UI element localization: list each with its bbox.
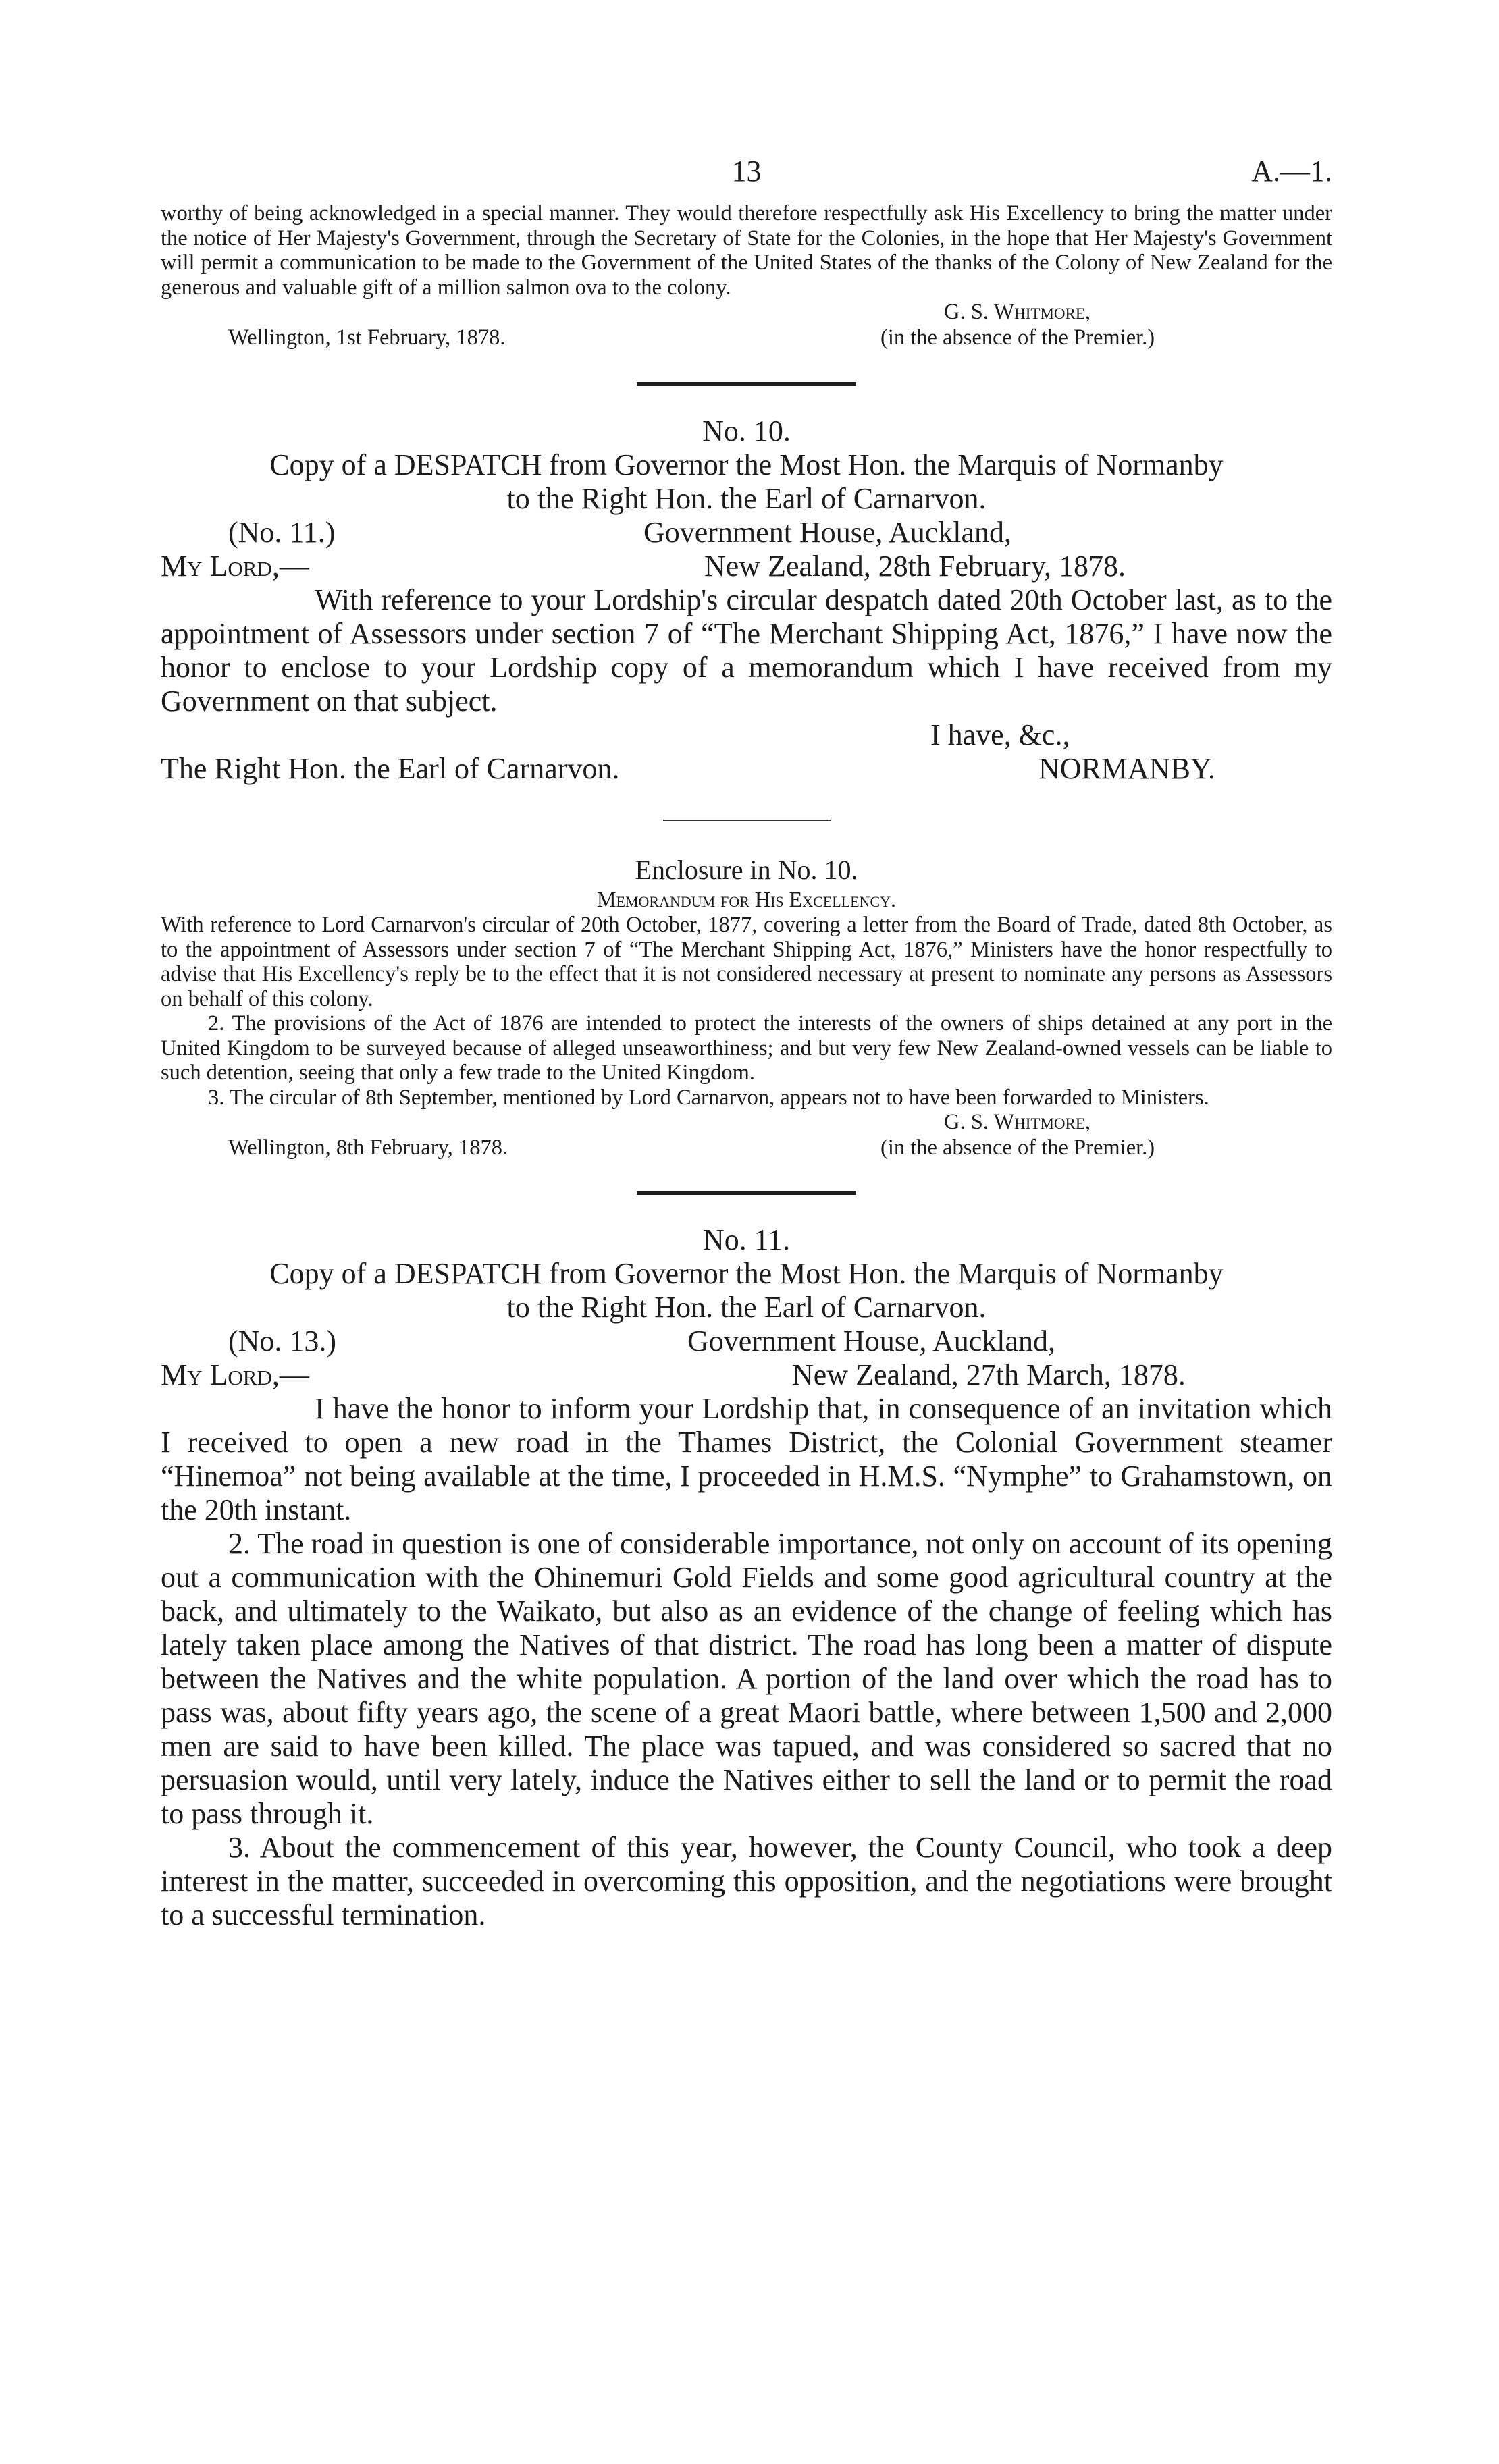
enclosure-signature-block (161, 1110, 1332, 1164)
continued-paragraph: worthy of being acknowledged in a special manner. They would therefore respectfully ask His Excellency to bring the matter under the notice of Her Majesty's Government, through the Secretary of State for the Colonies, in the hope that Her Majesty's Government will permit a communication to be made to the Government of the United States of the thanks of the Colony of New Zealand for the generous and valuable gift of a million salmon ova to the colony. (161, 201, 1332, 300)
despatch-10-title-line2: to the Right Hon. the Earl of Carnarvon. (506, 482, 987, 515)
despatch-10-salutation: My Lord,— (161, 550, 309, 583)
despatch-10-closing: I have, &c., (930, 718, 1070, 751)
despatch-10-address1: Government House, Auckland, (643, 516, 1011, 549)
enclosure-memorandum (161, 913, 1332, 1110)
despatch-11-salutation: My Lord,— (161, 1358, 309, 1391)
place-date: Wellington, 8th February, 1878. (228, 1135, 508, 1160)
despatch-11-salutation-row (161, 1358, 1332, 1392)
despatch-10-paragraph: With reference to your Lordship's circular despatch dated 20th October last, as to the appointment of Assessors under section 7 of “The Merchant Shipping Act, 1876,” I have now the honor to enclose to your Lordship copy of a memorandum which I have received from my Government on that subject. (161, 583, 1332, 718)
despatch-11-address2: New Zealand, 27th March, 1878. (792, 1358, 1186, 1391)
despatch-11-paragraph-1: I have the honor to inform your Lordship that, in consequence of an invitation which I received to open a new road in the Thames District, the Colonial Government steamer “Hinemoa” not being available at the time, I proceeded in H.M.S. “Nymphe” to Grahamstown, on the 20th instant. (161, 1392, 1332, 1526)
place-date: Wellington, 1st February, 1878. (228, 325, 506, 350)
despatch-11-paragraph-3: 3. About the commencement of this year, however, the County Council, who took a deep interest in the matter, succeeded in overcoming this opposition, and the negotiations were brought to a successful termination. (161, 1831, 1332, 1931)
despatch-11-title-line2: to the Right Hon. the Earl of Carnarvon. (506, 1291, 987, 1324)
page-header (161, 154, 1332, 201)
despatch-10-number: No. 10. (702, 414, 791, 448)
despatch-10-signature: NORMANBY. (1038, 752, 1216, 785)
enclosure-heading: Enclosure in No. 10. (635, 855, 858, 885)
signature-name: G. S. Whitmore, (944, 1110, 1091, 1134)
despatch-11-ref-row (161, 1324, 1332, 1358)
page-number: 13 (731, 155, 762, 188)
memorandum-title: Memorandum for His Excellency. (597, 887, 896, 911)
despatch-11-title (161, 1257, 1332, 1291)
enclosure-paragraph-3: 3. The circular of 8th September, mentioned by Lord Carnarvon, appears not to have been forwarded to Ministers. (208, 1085, 1209, 1110)
enclosure-paragraph-2: 2. The provisions of the Act of 1876 are intended to protect the interests of the owners of ships detained at any port in the United Kingdom to be surveyed because of alleged unseaworthiness; and but very few New Zealand-owned vessels can be liable to such detention, seeing that only a few trade to the United Kingdom. (161, 1011, 1332, 1085)
despatch-11-address1: Government House, Auckland, (687, 1324, 1055, 1358)
despatch-10-salutation-row (161, 550, 1332, 583)
despatch-10-body (161, 583, 1332, 718)
enclosure-paragraph-1: With reference to Lord Carnarvon's circular of 20th October, 1877, covering a letter from the Board of Trade, dated 8th October, as to the appointment of Assessors under section 7 of “The Merchant Shipping Act, 1876,” Ministers have the honor respectfully to advise that His Excellency's reply be to the effect that it is not considered necessary at present to nominate any persons as Assessors on behalf of this colony. (161, 913, 1332, 1011)
despatch-10-title-line1: Copy of a DESPATCH from Governor the Most Hon. the Marquis of Normanby (269, 448, 1224, 481)
document-page (161, 154, 1332, 1932)
despatch-10-ref: (No. 11.) (228, 516, 336, 549)
despatch-10-closing-row (161, 718, 1332, 752)
signature-name: G. S. Whitmore, (944, 300, 1091, 324)
document-reference: A.—1. (1251, 155, 1332, 188)
despatch-10-ref-row (161, 516, 1332, 550)
despatch-11-title-line1: Copy of a DESPATCH from Governor the Most Hon. the Marquis of Normanby (269, 1257, 1224, 1290)
despatch-10-title (161, 448, 1332, 482)
despatch-10-address2: New Zealand, 28th February, 1878. (704, 550, 1126, 583)
despatch-10-signature-row (161, 752, 1332, 786)
despatch-11-number: No. 11. (702, 1223, 791, 1256)
despatch-11-paragraph-2: 2. The road in question is one of considerable importance, not only on account of its opening out a communication with the Ohinemuri Gold Fields and some good agricultural country at the back, and ultimately to the Waikato, but also as an evidence of the change of feeling which has lately taken place among the Natives of that district. The road has long been a matter of dispute between the Natives and the white population. A portion of the land over which the road has to pass was, about fifty years ago, the scene of a great Maori battle, where between 1,500 and 2,000 men are said to have been killed. The place was tapued, and was considered so sacred that no persuasion would, until very lately, induce the Natives either to sell the land or to permit the road to pass through it. (161, 1527, 1332, 1830)
signature-capacity: (in the absence of the Premier.) (880, 1135, 1155, 1160)
continued-memorandum (161, 201, 1332, 300)
continued-signature-block (161, 300, 1332, 354)
despatch-11-body (161, 1392, 1332, 1932)
despatch-11-ref: (No. 13.) (228, 1324, 337, 1358)
signature-capacity: (in the absence of the Premier.) (880, 325, 1155, 350)
despatch-10-addressee: The Right Hon. the Earl of Carnarvon. (161, 752, 620, 785)
